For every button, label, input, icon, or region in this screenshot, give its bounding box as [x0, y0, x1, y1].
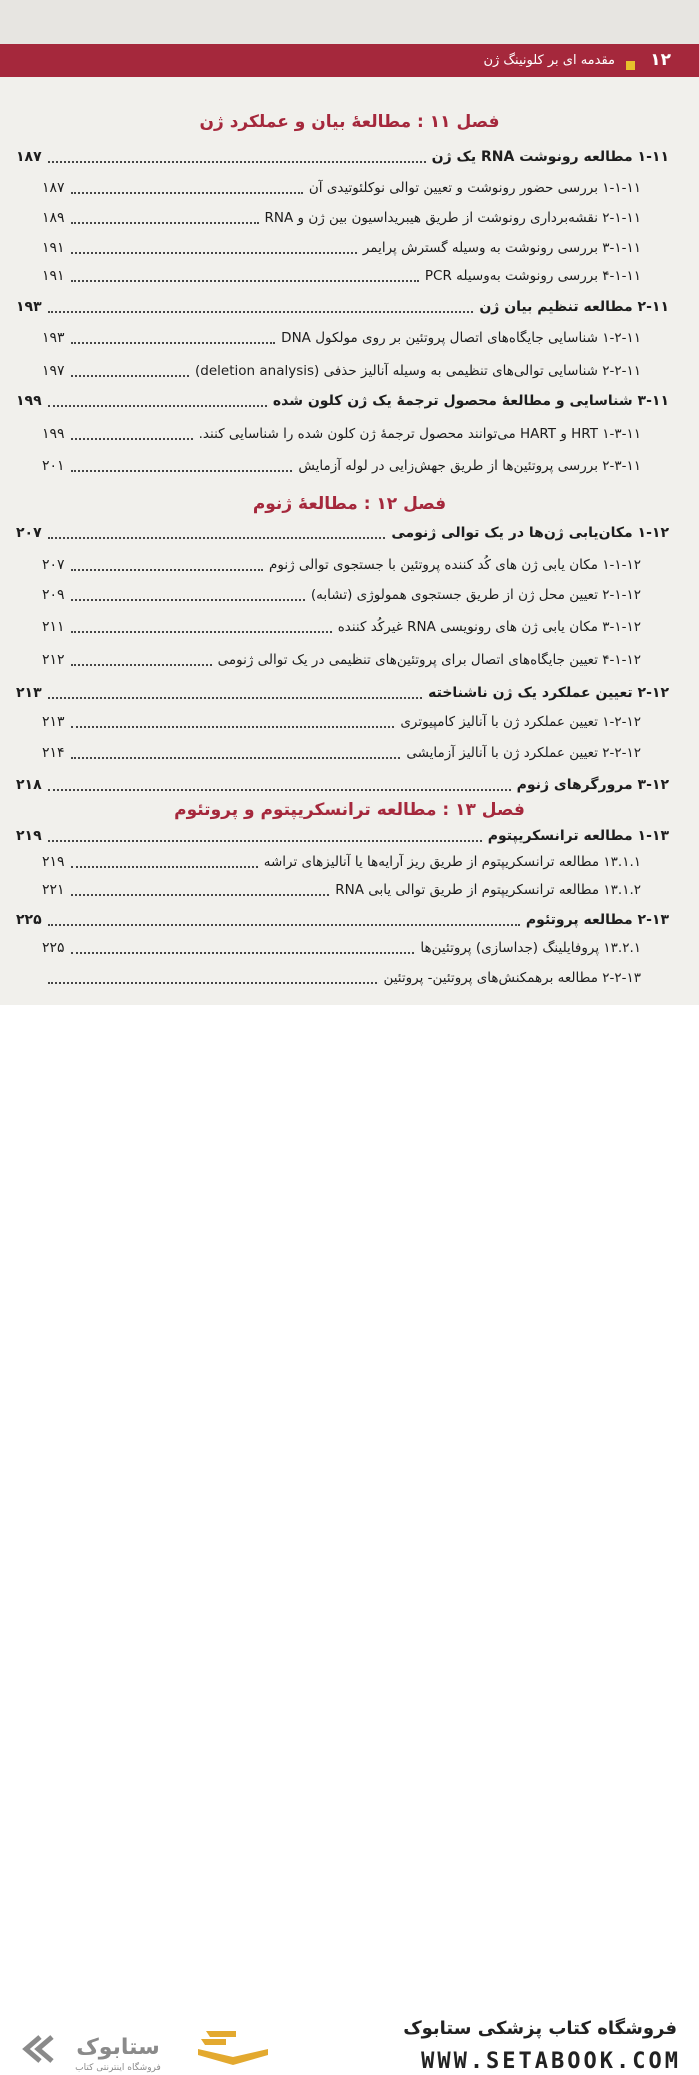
- toc-page-number: ۲۰۹: [42, 587, 65, 603]
- leader-dots: [48, 311, 473, 313]
- leader-dots: [71, 280, 419, 282]
- toc-subsection-row: [0, 555, 699, 579]
- toc-subsection-row: [0, 178, 699, 202]
- leader-dots: [71, 894, 329, 896]
- toc-entry-title: ۲-۱-۱۲ تعیین محل ژن از طریق جستجوی همولوژی (تشابه): [310, 587, 641, 603]
- leader-dots: [71, 569, 263, 571]
- leader-dots: [71, 438, 193, 440]
- leader-dots: [48, 982, 377, 984]
- toc-entry-title: ۱-۲-۱۲ تعیین عملکرد ژن با آنالیز کامپیوتری: [400, 714, 641, 730]
- toc-page-number: ۲۱۹: [42, 854, 65, 870]
- toc-entry-title: ۴-۱-۱۱ بررسی رونوشت به‌وسیله PCR: [424, 268, 641, 284]
- leader-dots: [71, 726, 394, 728]
- toc-section-row: [0, 391, 699, 415]
- logo-text: ستابوک: [76, 2035, 160, 2060]
- store-name: فروشگاه کتاب پزشکی ستابوک: [403, 2018, 677, 2039]
- chapter-title: فصل ۱۲ : مطالعهٔ ژنوم: [252, 494, 447, 514]
- toc-page-number: ۱۸۷: [16, 149, 42, 165]
- leader-dots: [48, 697, 422, 699]
- toc-entry-title: ۲-۲-۱۱ شناسایی توالی‌های تنظیمی به وسیله آنالیز حذفی (deletion analysis): [195, 363, 641, 379]
- toc-subsection-row: [0, 424, 699, 448]
- store-url: WWW.SETABOOK.COM: [421, 2049, 681, 2074]
- toc-subsection-row: [0, 208, 699, 232]
- toc-subsection-row: [0, 968, 699, 992]
- toc-page-number: ۲۲۱: [42, 882, 65, 898]
- book-page: [0, 0, 699, 1005]
- toc-section-row: [0, 910, 699, 934]
- toc-entry-title: ۲-۲-۱۲ تعیین عملکرد ژن با آنالیز آزمایشی: [406, 745, 641, 761]
- toc-page-number: ۲۲۵: [42, 940, 65, 956]
- page-top-margin: [0, 0, 699, 44]
- toc-page-number: ۲۰۱: [42, 458, 65, 474]
- toc-entry-title: ۱۳.۱.۱ مطالعه ترانسکریپتوم از طریق ریز آرایه‌ها یا آنالیزهای تراشه: [263, 854, 641, 870]
- toc-entry-title: ۱۳.۱.۲ مطالعه ترانسکریپتوم از طریق توالی یابی RNA: [335, 882, 641, 898]
- toc-entry-title: ۱۳.۲.۱ پروفایلینگ (جداسازی) پروتئین‌ها: [420, 940, 641, 956]
- toc-entry-title: ۴-۱-۱۲ تعیین جایگاه‌های اتصال برای پروتئین‌های تنظیمی در یک توالی ژنومی: [217, 652, 641, 668]
- toc-page-number: ۱۹۱: [42, 268, 65, 284]
- toc-entry-title: ۲-۱۲ تعیین عملکرد یک ژن ناشناخته: [428, 685, 669, 701]
- leader-dots: [71, 375, 189, 377]
- toc-entry-title: ۱-۱۳ مطالعه ترانسکریپتوم: [487, 828, 669, 844]
- leader-dots: [48, 161, 426, 163]
- toc-page-number: ۱۸۹: [42, 210, 65, 226]
- toc-entry-title: ۱-۱-۱۲ مکان یابی ژن های کُد کننده پروتئین با جستجوی توالی ژنوم: [269, 557, 641, 573]
- toc-page-number: ۱۹۹: [42, 426, 65, 442]
- toc-section-row: [0, 523, 699, 547]
- toc-page-number: ۲۱۱: [42, 619, 65, 635]
- store-logo: [18, 2023, 278, 2075]
- leader-dots: [48, 537, 385, 539]
- leader-dots: [71, 664, 212, 666]
- leader-dots: [71, 342, 275, 344]
- toc-subsection-row: [0, 617, 699, 641]
- chapter-title: فصل ۱۱ : مطالعهٔ بیان و عملکرد ژن: [199, 112, 500, 132]
- toc-page-number: ۲۲۵: [16, 912, 42, 928]
- toc-entry-title: ۱-۲-۱۱ شناسایی جایگاه‌های اتصال پروتئین بر روی مولکول DNA: [281, 330, 641, 346]
- toc-page-number: ۱۹۹: [16, 393, 42, 409]
- logo-subtitle: فروشگاه اینترنتی کتاب: [75, 2063, 161, 2073]
- toc-subsection-row: [0, 266, 699, 290]
- leader-dots: [71, 866, 258, 868]
- toc-entry-title: ۱-۳-۱۱ HRT و HART می‌توانند محصول ترجمهٔ ژن کلون شده را شناسایی کنند.: [198, 426, 641, 442]
- toc-subsection-row: [0, 852, 699, 876]
- toc-section-row: [0, 683, 699, 707]
- toc-page-number: ۲۰۷: [42, 557, 65, 573]
- toc-page-number: ۲۱۸: [16, 777, 42, 793]
- leader-dots: [71, 952, 414, 954]
- toc-page-number: ۲۱۹: [16, 828, 42, 844]
- toc-page-number: ۱۹۳: [16, 299, 42, 315]
- leader-dots: [48, 924, 520, 926]
- chapter-title: فصل ۱۳ : مطالعه ترانسکریپتوم و پروتئوم: [174, 800, 525, 820]
- store-footer: [0, 1005, 699, 2074]
- toc-subsection-row: [0, 361, 699, 385]
- toc-page-number: ۲۱۴: [42, 745, 65, 761]
- toc-page-number: ۱۸۷: [42, 180, 65, 196]
- leader-dots: [71, 222, 259, 224]
- toc-subsection-row: [0, 938, 699, 962]
- toc-page-number: ۱۹۱: [42, 240, 65, 256]
- toc-subsection-row: [0, 880, 699, 904]
- toc-section-row: [0, 826, 699, 850]
- toc-page-number: ۲۱۳: [16, 685, 42, 701]
- leader-dots: [48, 789, 511, 791]
- toc-entry-title: ۳-۱۱ شناسایی و مطالعهٔ محصول ترجمهٔ یک ژن کلون شده: [272, 393, 669, 409]
- toc-entry-title: ۲-۱-۱۱ نقشه‌برداری رونوشت از طریق هیبریداسیون بین ژن و RNA: [264, 210, 641, 226]
- toc-entry-title: ۲-۳-۱۱ بررسی پروتئین‌ها از طریق جهش‌زایی در لوله آزمایش: [298, 458, 641, 474]
- arrows-icon: [26, 2037, 52, 2061]
- toc-subsection-row: [0, 456, 699, 480]
- leader-dots: [71, 631, 332, 633]
- leader-dots: [71, 252, 357, 254]
- toc-subsection-row: [0, 743, 699, 767]
- toc-section-row: [0, 147, 699, 171]
- toc-entry-title: ۲-۲-۱۳ مطالعه برهمکنش‌های پروتئین- پروتئین: [383, 970, 641, 986]
- toc-entry-title: ۳-۱-۱۲ مکان یابی ژن های رونویسی RNA غیرکُد کننده: [337, 619, 641, 635]
- leader-dots: [71, 470, 292, 472]
- toc-entry-title: ۱-۱۲ مکان‌یابی ژن‌ها در یک توالی ژنومی: [391, 525, 669, 541]
- toc-entry-title: ۱-۱۱ مطالعه رونوشت RNA یک ژن: [431, 149, 669, 165]
- toc-entry-title: ۲-۱۱ مطالعه تنظیم بیان ژن: [479, 299, 669, 315]
- toc-entry-title: ۱-۱-۱۱ بررسی حضور رونوشت و تعیین توالی نوکلئوتیدی آن: [308, 180, 641, 196]
- toc-page-number: ۲۰۷: [16, 525, 42, 541]
- header-book-title: مقدمه ای بر کلونینگ ژن: [483, 53, 615, 68]
- leader-dots: [71, 757, 400, 759]
- toc-page-number: ۲۱۲: [42, 652, 65, 668]
- book-chevron-icon: [198, 2031, 268, 2065]
- toc-section-row: [0, 297, 699, 321]
- leader-dots: [48, 405, 267, 407]
- toc-page-number: ۲۱۳: [42, 714, 65, 730]
- toc-subsection-row: [0, 712, 699, 736]
- toc-section-row: [0, 775, 699, 799]
- header-square-icon: [626, 61, 635, 70]
- toc-subsection-row: [0, 328, 699, 352]
- toc-page-number: ۱۹۷: [42, 363, 65, 379]
- leader-dots: [71, 192, 303, 194]
- toc-subsection-row: [0, 650, 699, 674]
- header-page-number: ۱۲: [650, 50, 671, 70]
- toc-subsection-row: [0, 238, 699, 262]
- toc-subsection-row: [0, 585, 699, 609]
- toc-page-number: ۱۹۳: [42, 330, 65, 346]
- toc-entry-title: ۳-۱-۱۱ بررسی رونوشت به وسیله گسترش پرایمر: [362, 240, 641, 256]
- leader-dots: [48, 840, 482, 842]
- toc-entry-title: ۳-۱۲ مرورگرهای ژنوم: [516, 777, 669, 793]
- leader-dots: [71, 599, 305, 601]
- toc-entry-title: ۲-۱۳ مطالعه پروتئوم: [525, 912, 669, 928]
